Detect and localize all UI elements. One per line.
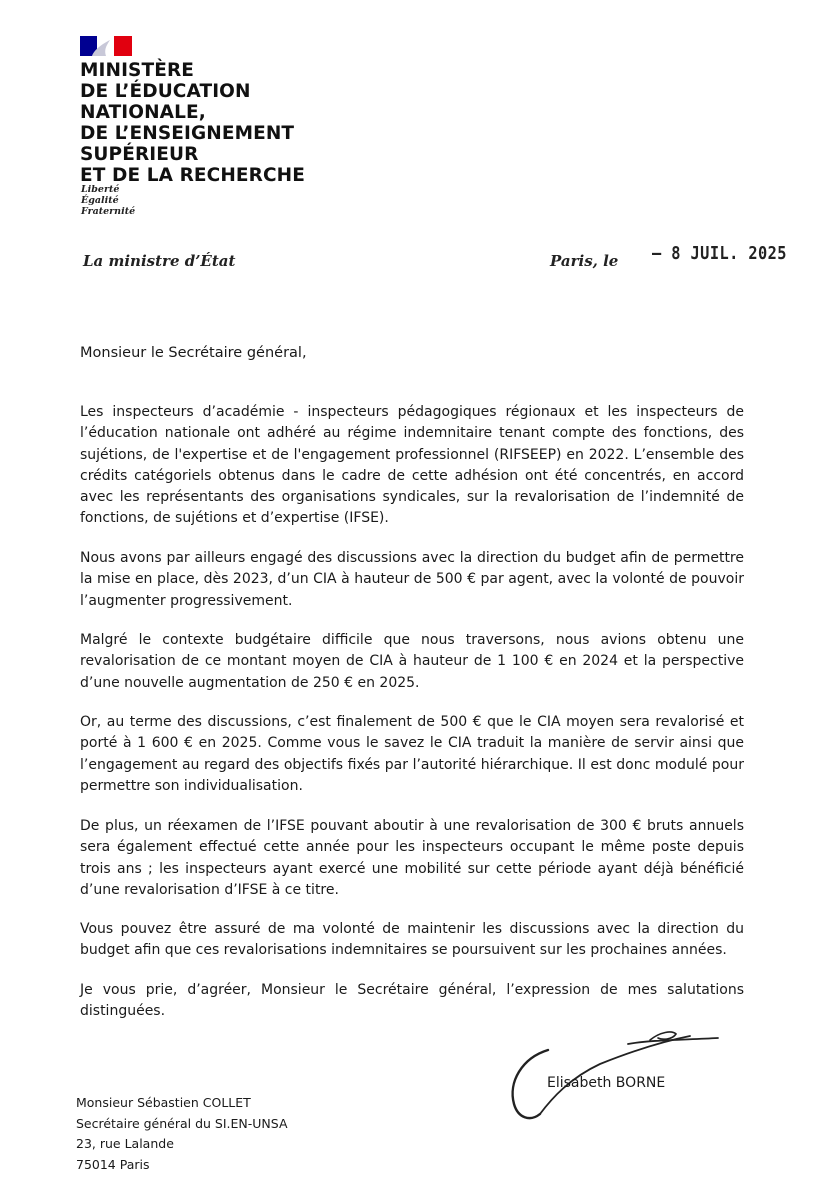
closing-paragraph: Je vous prie, d’agréer, Monsieur le Secrétaire général, l’expression de mes salutations distinguées. — [80, 982, 744, 1020]
marianne-logo — [80, 36, 132, 56]
address-line: Secrétaire général du SI.EN-UNSA — [76, 1115, 288, 1131]
body-paragraph: Or, au terme des discussions, c’est finalement de 500 € que le CIA moyen sera revalorisé et porté à 1 600 € en 2025. Comme vous le savez le CIA traduit la manière de servir ainsi que l’engagement au regard des objectifs fixés par l’autorité hiérarchique. Il est donc modulé pour permettre son individualisation. — [80, 714, 744, 794]
body-paragraph: Vous pouvez être assuré de ma volonté de maintenir les discussions avec la direction du budget afin que ces revalorisations indemnitaires se poursuivent sur les prochaines années. — [80, 921, 744, 959]
ministry-line: NATIONALE, — [80, 102, 206, 123]
address-line: 23, rue Lalande — [76, 1136, 174, 1151]
ministry-line: DE L’ENSEIGNEMENT — [80, 123, 295, 144]
motto-egalite: Égalité — [81, 195, 119, 206]
ministry-line: MINISTÈRE — [80, 60, 195, 81]
address-line: 75014 Paris — [76, 1156, 150, 1172]
signatory-name: Elisabeth BORNE — [547, 1075, 666, 1091]
recipient-address — [76, 1093, 288, 1175]
motto-liberte: Liberté — [81, 184, 120, 195]
sender-title: La ministre d’État — [83, 252, 236, 270]
place-label: Paris, le — [550, 252, 619, 270]
ministry-line: ET DE LA RECHERCHE — [80, 165, 306, 186]
salutation: Monsieur le Secrétaire général, — [80, 345, 307, 361]
motto-fraternite: Fraternité — [81, 206, 136, 217]
handwritten-signature — [500, 1018, 730, 1128]
body-paragraph: Nous avons par ailleurs engagé des discussions avec la direction du budget afin de permettre la mise en place, dès 2023, d’un CIA à hauteur de 500 € par agent, avec la volonté de pouvoir l’augmenter progressivement. — [80, 550, 744, 609]
body-paragraph: Malgré le contexte budgétaire difficile que nous traversons, nous avions obtenu une revalorisation de ce montant moyen de CIA à hauteur de 1 100 € en 2024 et la perspective d’une nouvelle augmentation de 250 € en 2025. — [80, 632, 744, 691]
republic-motto — [81, 184, 135, 217]
date-stamp: – 8 JUIL. 2025 — [652, 243, 787, 264]
body-paragraph: De plus, un réexamen de l’IFSE pouvant aboutir à une revalorisation de 300 € bruts annuels sera également effectué cette année pour les inspecteurs occupant le même poste depuis trois ans ; les inspecteurs ayant exercé une mobilité sur cette période ayant déjà bénéficié d’une revalorisation d’IFSE à ce titre. — [80, 818, 744, 898]
ministry-line: SUPÉRIEUR — [80, 144, 199, 165]
body-paragraph: Les inspecteurs d’académie - inspecteurs pédagogiques régionaux et les inspecteurs de l’éducation nationale ont adhéré au régime indemnitaire tenant compte des fonctions, des sujétions, de l'expertise et de l'engagement professionnel (RIFSEEP) en 2022. L’ensemble des crédits catégoriels obtenus dans le cadre de cette adhésion ont été concentrés, en accord avec les représentants des organisations syndicales, sur la revalorisation de l’indemnité de fonctions, de sujétions et d’expertise (IFSE). — [80, 404, 744, 527]
address-line: Monsieur Sébastien COLLET — [76, 1095, 251, 1110]
ministry-name — [80, 60, 305, 186]
ministry-line: DE L’ÉDUCATION — [80, 81, 251, 102]
